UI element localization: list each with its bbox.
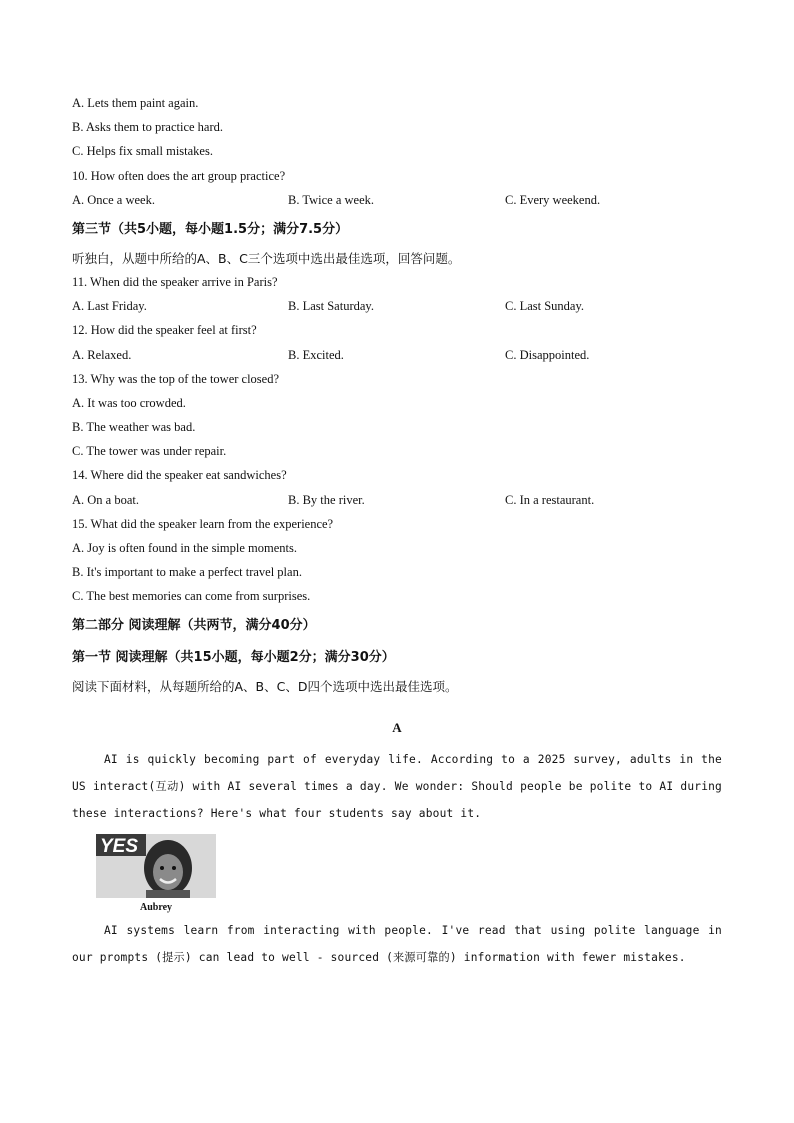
q12-option-b: B. Excited. (288, 348, 344, 362)
q15-option-c: C. The best memories can come from surprises. (72, 589, 311, 603)
photo-caption: Aubrey (139, 902, 173, 913)
q10-option-a: A. Once a week. (72, 193, 155, 207)
q13-option-b: B. The weather was bad. (72, 420, 196, 434)
q15-option-b: B. It's important to make a perfect travel plan. (72, 565, 302, 579)
section3-instruction: 听独白，从题中所给的A、B、C三个选项中选出最佳选项，回答问题。 (72, 251, 461, 266)
q12-question: 12. How did the speaker feel at first? (72, 323, 257, 337)
q14-question: 14. Where did the speaker eat sandwiches? (72, 468, 287, 482)
q12-option-c: C. Disappointed. (505, 348, 590, 362)
q10-question: 10. How often does the art group practice? (72, 169, 286, 183)
q14-option-c: C. In a restaurant. (505, 493, 595, 507)
q11-option-b: B. Last Saturday. (288, 299, 374, 313)
q11-option-c: C. Last Sunday. (505, 299, 585, 313)
section3-title: 第三节（共5小题，每小题1.5分；满分7.5分） (72, 222, 349, 237)
q9-option-a: A. Lets them paint again. (72, 96, 199, 110)
q15-option-a: A. Joy is often found in the simple moments. (72, 541, 297, 555)
passage-intro: AI is quickly becoming part of everyday life. According to a 2025 survey, adults in the US interact(互动) with AI several times a day. We wonder: Should people be polite to AI during these interactions? Here's what four students say about it. (72, 753, 722, 820)
part2-section1-title: 第一节 阅读理解（共15小题，每小题2分；满分30分） (72, 650, 395, 665)
q15-question: 15. What did the speaker learn from the experience? (72, 517, 334, 531)
q13-option-c: C. The tower was under repair. (72, 444, 227, 458)
part2-instruction: 阅读下面材料，从每题所给的A、B、C、D四个选项中选出最佳选项。 (72, 679, 458, 694)
q11-option-a: A. Last Friday. (72, 299, 147, 313)
aubrey-photo (96, 834, 216, 914)
q13-option-a: A. It was too crowded. (72, 396, 186, 410)
photo-badge-text: YES (100, 836, 139, 857)
aubrey-paragraph: AI systems learn from interacting with people. I've read that using polite language in our prompts (提示) can lead to well - sourced (来源可靠的) information with fewer mistakes. (72, 924, 722, 964)
q9-option-b: B. Asks them to practice hard. (72, 120, 224, 134)
passage-label: A (392, 720, 402, 735)
q14-option-b: B. By the river. (288, 493, 365, 507)
q12-option-a: A. Relaxed. (72, 348, 132, 362)
q14-option-a: A. On a boat. (72, 493, 139, 507)
q10-option-b: B. Twice a week. (288, 193, 375, 207)
q11-question: 11. When did the speaker arrive in Paris? (72, 275, 278, 289)
q13-question: 13. Why was the top of the tower closed? (72, 372, 280, 386)
q10-option-c: C. Every weekend. (505, 193, 601, 207)
q9-option-c: C. Helps fix small mistakes. (72, 144, 213, 158)
part2-title: 第二部分 阅读理解（共两节，满分40分） (72, 618, 316, 633)
